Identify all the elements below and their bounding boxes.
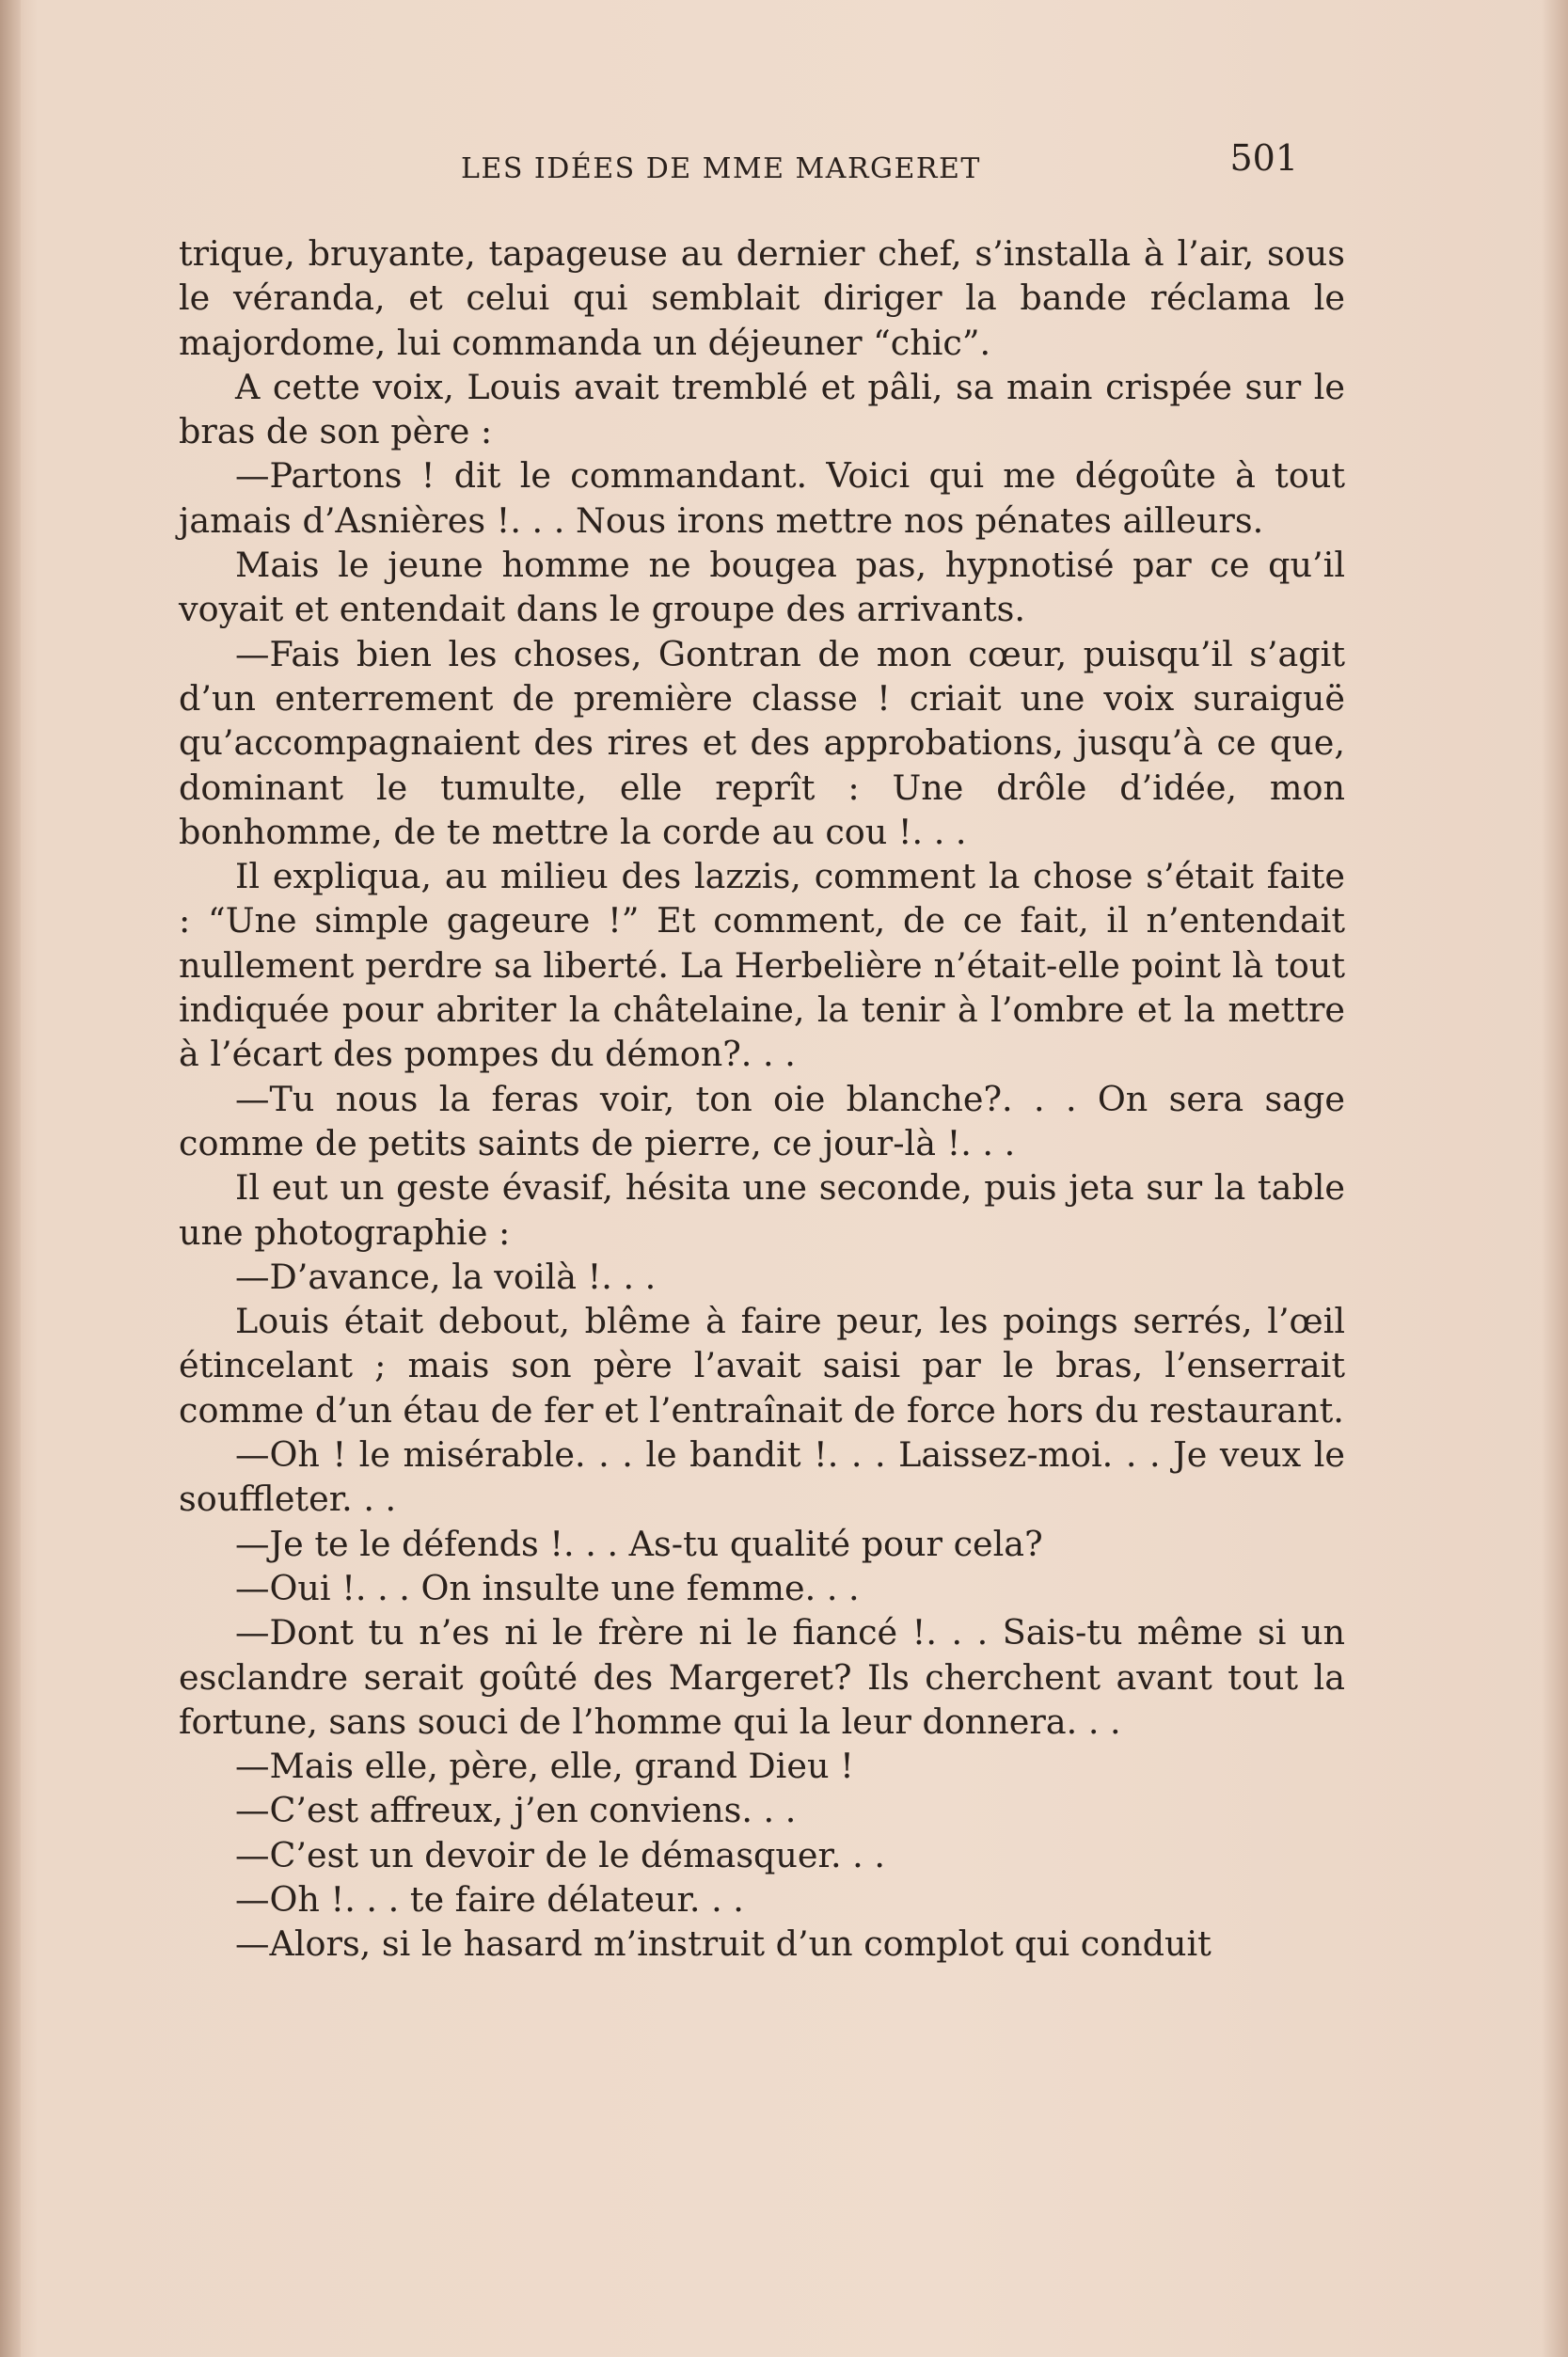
paragraph: Mais le jeune homme ne bougea pas, hypnotisé par ce qu’il voyait et entendait dans le groupe des arrivants. (179, 545, 1345, 630)
paragraph: —Oh ! le misérable. . . le bandit !. . . Laissez-moi. . . Je veux le souffleter. . . (179, 1434, 1345, 1520)
paragraph: —Alors, si le hasard m’instruit d’un complot qui conduit (235, 1923, 1212, 1965)
page-edge (1542, 0, 1568, 2357)
paragraph: Il expliqua, au milieu des lazzis, comment la chose s’était faite : “Une simple gageure !” Et comment, de ce fait, il n’entendait nullement perdre sa liberté. La Herbelière n’était-elle point là tout indiquée pour abriter la châtelaine, la tenir à l’ombre et la mettre à l’écart des pompes du démon?. . . (179, 856, 1345, 1075)
paragraph: —Fais bien les choses, Gontran de mon cœur, puisqu’il s’agit d’un enterrement de première classe ! criait une voix suraiguë qu’accompagnaient des rires et des approbations, jusqu’à ce que, dominant le tumulte, elle reprît : Une drôle d’idée, mon bonhomme, de te mettre la corde au cou !. . . (179, 633, 1345, 852)
binding-gutter (0, 0, 21, 2357)
paragraph: —C’est affreux, j’en conviens. . . (235, 1790, 797, 1831)
running-title: LES IDÉES DE MME MARGERET (461, 152, 981, 185)
paragraph: trique, bruyante, tapageuse au dernier chef, s’installa à l’air, sous le véranda, et celui qui semblait diriger la bande réclama le majordome, lui commanda un déjeuner “chic”. (179, 233, 1345, 363)
paragraph: Il eut un geste évasif, hésita une seconde, puis jeta sur la table une photographie : (179, 1167, 1345, 1253)
paragraph: Louis était debout, blême à faire peur, les poings serrés, l’œil étincelant ; mais son père l’avait saisi par le bras, l’enserrait comme d’un étau de fer et l’entraînait de force hors du restaurant. (179, 1301, 1345, 1431)
paragraph: —C’est un devoir de le démasquer. . . (235, 1834, 885, 1875)
paragraph: —Oh !. . . te faire délateur. . . (235, 1878, 744, 1920)
page-number: 501 (1229, 137, 1298, 179)
body-text (179, 231, 1345, 1967)
paragraph: —Mais elle, père, elle, grand Dieu ! (235, 1746, 854, 1787)
paragraph: —Oui !. . . On insulte une femme. . . (235, 1567, 860, 1608)
paragraph: —Dont tu n’es ni le frère ni le fiancé !. . . Sais-tu même si un esclandre serait goûté des Margeret? Ils cherchent avant tout la fortune, sans souci de l’homme qui la leur donnera. . . (179, 1612, 1345, 1742)
paragraph: —Tu nous la feras voir, ton oie blanche?. . . On sera sage comme de petits saints de pierre, ce jour-là !. . . (179, 1078, 1345, 1163)
paragraph: —Je te le défends !. . . As-tu qualité pour cela? (235, 1523, 1043, 1564)
paragraph: A cette voix, Louis avait tremblé et pâli, sa main crispée sur le bras de son père : (179, 366, 1345, 452)
page-header (461, 132, 1307, 188)
paragraph: —Partons ! dit le commandant. Voici qui me dégoûte à tout jamais d’Asnières !. . . Nous irons mettre nos pénates ailleurs. (179, 455, 1345, 541)
paragraph: —D’avance, la voilà !. . . (235, 1256, 657, 1297)
